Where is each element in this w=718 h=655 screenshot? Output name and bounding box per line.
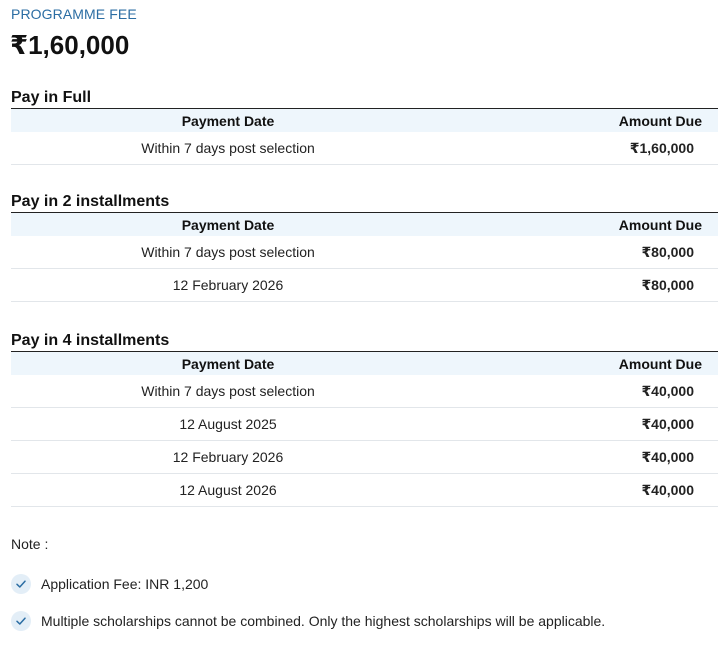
plan-pay-in-2-installments — [11, 192, 718, 302]
programme-fee-amount: ₹1,60,000 — [10, 30, 130, 60]
note-text: Multiple scholarships cannot be combined. Only the highest scholarships will be applicable. — [41, 613, 606, 629]
header-amount-due: Amount Due — [618, 355, 702, 372]
table-row — [11, 441, 718, 474]
amount-due-cell: ₹40,000 — [641, 481, 694, 498]
note-item — [11, 611, 605, 631]
payment-date-cell: Within 7 days post selection — [141, 244, 315, 260]
amount-due-cell: ₹80,000 — [641, 243, 694, 260]
amount-due-cell: ₹40,000 — [641, 382, 694, 399]
payment-date-cell: 12 February 2026 — [172, 277, 284, 293]
header-amount-due: Amount Due — [618, 112, 702, 129]
header-amount-due: Amount Due — [618, 216, 702, 233]
table-row — [11, 408, 718, 441]
payment-date-cell: 12 February 2026 — [172, 449, 284, 465]
payment-date-cell: Within 7 days post selection — [141, 383, 315, 399]
plan-title: Pay in Full — [11, 89, 92, 106]
note-item — [11, 574, 208, 594]
check-icon — [11, 574, 31, 594]
amount-due-cell: ₹1,60,000 — [629, 139, 694, 156]
table-header-row — [11, 352, 718, 375]
table-header-row — [11, 213, 718, 236]
table-row — [11, 132, 718, 165]
table-row — [11, 236, 718, 269]
header-payment-date: Payment Date — [181, 355, 275, 372]
table-row — [11, 375, 718, 408]
payment-date-cell: Within 7 days post selection — [141, 140, 315, 156]
amount-due-cell: ₹40,000 — [641, 448, 694, 465]
table-header-row — [11, 109, 718, 132]
payment-date-cell: 12 August 2026 — [179, 482, 277, 498]
note-text: Application Fee: INR 1,200 — [41, 576, 209, 592]
plan-pay-in-4-installments — [11, 331, 718, 507]
payment-table — [11, 108, 718, 165]
header-payment-date: Payment Date — [181, 216, 275, 233]
plan-title: Pay in 2 installments — [11, 193, 170, 210]
note-label: Note : — [11, 536, 49, 552]
plan-title: Pay in 4 installments — [11, 332, 170, 349]
programme-fee-label: PROGRAMME FEE — [11, 6, 137, 22]
payment-table — [11, 351, 718, 507]
header-payment-date: Payment Date — [181, 112, 275, 129]
table-row — [11, 474, 718, 507]
check-icon — [11, 611, 31, 631]
table-row — [11, 269, 718, 302]
amount-due-cell: ₹40,000 — [641, 415, 694, 432]
payment-date-cell: 12 August 2025 — [179, 416, 277, 432]
amount-due-cell: ₹80,000 — [641, 276, 694, 293]
plan-pay-in-full — [11, 88, 718, 165]
payment-table — [11, 212, 718, 302]
